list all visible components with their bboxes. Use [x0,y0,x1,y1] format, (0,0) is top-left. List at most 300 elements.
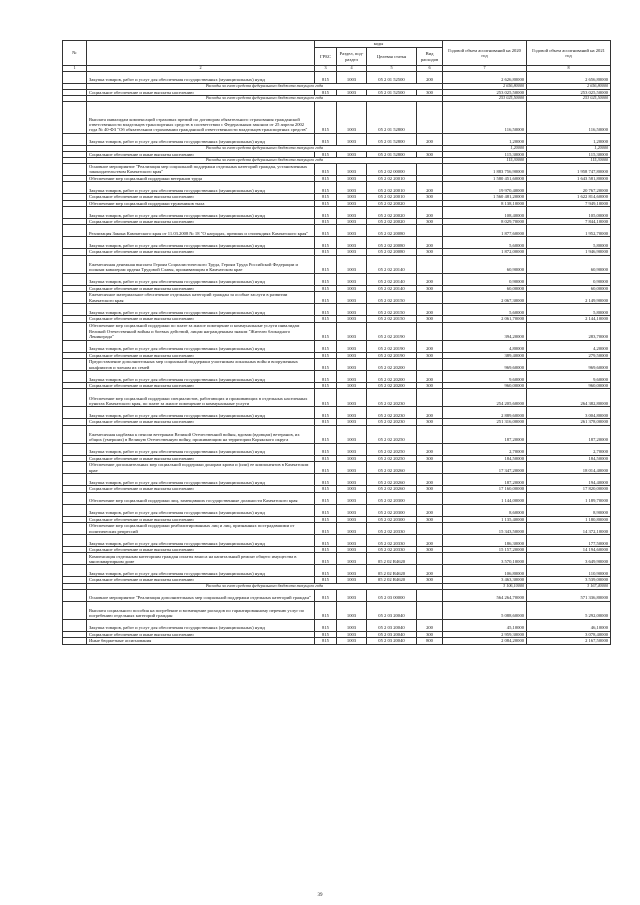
grbs-cell: 815 [315,255,337,273]
volume-2020-cell: 8,60000 [443,504,527,516]
volume-2020-cell: 969,60000 [443,359,527,371]
grbs-cell: 815 [315,249,337,255]
section-cell: 1003 [337,151,367,157]
header-volume-2021: Годовой объем ассигнований на 2021 год [527,41,611,66]
section-cell: 1003 [337,322,367,340]
volume-2020-cell: 2 656,80000 [443,83,527,89]
item-name-cell: Закупка товаров, работ и услуг для обеспечения государственных (муниципальных) нужд [87,304,315,316]
target-cell: 05 2 02 20260 [367,474,417,486]
volume-2020-cell: 2 061,70000 [443,316,527,322]
column-index: 7 [443,66,527,72]
grbs-cell: 815 [315,492,337,504]
volume-2021-cell: 283,70000 [527,322,611,340]
volume-2021-cell: 46,10000 [527,619,611,631]
row-number-cell [63,389,87,407]
volume-2021-cell: 1,20000 [527,133,611,145]
item-name-cell: Иные бюджетные ассигнования [87,638,315,644]
volume-2021-cell: 1 180,80000 [527,516,611,522]
volume-2021-cell: 187,20000 [527,425,611,443]
grbs-cell: 815 [315,547,337,553]
target-cell: 05 2 02 20010 [367,182,417,194]
target-cell: 05 2 02 20150 [367,316,417,322]
item-name-cell: Социальное обеспечение и иные выплаты населению [87,455,315,461]
exp-type-cell [417,425,443,443]
section-cell: 1003 [337,601,367,619]
grbs-cell: 815 [315,601,337,619]
section-cell: 1003 [337,443,367,455]
item-name-cell: Социальное обеспечение и иные выплаты населению [87,316,315,322]
exp-type-cell: 200 [417,371,443,383]
target-cell: 05 2 02 20250 [367,425,417,443]
column-index: 1 [63,66,87,72]
exp-type-cell: 200 [417,237,443,249]
grbs-cell: 815 [315,237,337,249]
section-cell: 1003 [337,407,367,419]
volume-2020-cell: 187,20000 [443,474,527,486]
volume-2020-cell: 1,20000 [443,145,527,151]
column-index: 2 [87,66,315,72]
section-cell: 1003 [337,504,367,516]
target-cell: 05 2 02 R4620 [367,565,417,577]
volume-2020-cell: 253 025,50000 [443,89,527,95]
item-name-cell: Обеспечение мер социальной поддержки лиц, замещавших государственные должности Камчатского края [87,492,315,504]
volume-2021-cell: 253 025,50000 [527,96,611,102]
volume-2021-cell: 5 292,00000 [527,601,611,619]
grbs-cell: 815 [315,359,337,371]
section-cell: 1003 [337,249,367,255]
column-index: 8 [527,66,611,72]
section-cell: 1003 [337,285,367,291]
section-cell: 1003 [337,255,367,273]
section-cell: 1003 [337,71,367,83]
exp-type-cell [417,389,443,407]
section-cell: 1003 [337,207,367,219]
target-cell: 05 2 01 52500 [367,89,417,95]
table-row [63,292,611,304]
volume-2020-cell: 184,50000 [443,455,527,461]
exp-type-cell: 200 [417,407,443,419]
row-number-cell [63,322,87,340]
target-cell: 05 2 03 20040 [367,638,417,644]
exp-type-cell: 200 [417,504,443,516]
target-cell: 05 2 02 20140 [367,285,417,291]
volume-2020-cell: 5 088,60000 [443,601,527,619]
item-name-cell: Обеспечение мер социальной поддержки ветеранов труда [87,175,315,181]
volume-2021-cell: 8,90000 [527,504,611,516]
table-row [63,443,611,455]
target-cell: 05 2 02 20140 [367,273,417,285]
volume-2020-cell: 8 029,70000 [443,219,527,225]
item-name-cell: Социальное обеспечение и иные выплаты населению [87,219,315,225]
volume-2020-cell: 4,80000 [443,340,527,352]
table-row [63,407,611,419]
exp-type-cell: 200 [417,340,443,352]
target-cell: 05 2 02 20330 [367,535,417,547]
exp-type-cell: 200 [417,273,443,285]
item-name-cell: Выплата инвалидам компенсаций страховых премий по договорам обязательного страхования гражданской ответственности владельцев транспортных средств в соответствии с Федеральным законом от 25 апреля 2002 года № 40-ФЗ "Об обязательном страховании гражданской ответственности владельцев транспортных средств" [87,101,315,133]
section-cell: 1003 [337,101,367,133]
volume-2021-cell: 9,60000 [527,371,611,383]
exp-type-cell: 200 [417,304,443,316]
row-number-cell [63,425,87,443]
volume-2021-cell: 2 149,90000 [527,292,611,304]
target-cell: 05 2 02 20200 [367,371,417,383]
volume-2021-cell: 4,20000 [527,340,611,352]
volume-2020-cell: 2,70000 [443,443,527,455]
exp-type-cell: 300 [417,151,443,157]
volume-2021-cell: 3 539,00000 [527,577,611,583]
budget-allocation-table [62,40,611,645]
exp-type-cell: 300 [417,516,443,522]
grbs-cell: 815 [315,207,337,219]
volume-2020-cell: 9,60000 [443,371,527,383]
volume-2021-cell: 253 025,50000 [527,89,611,95]
exp-type-cell [417,101,443,133]
exp-type-cell: 300 [417,89,443,95]
item-name-cell: Закупка товаров, работ и услуг для обеспечения государственных (муниципальных) нужд [87,371,315,383]
item-name-cell: Закупка товаров, работ и услуг для обеспечения государственных (муниципальных) нужд [87,407,315,419]
exp-type-cell [417,462,443,474]
volume-2021-cell: 2,70000 [527,443,611,455]
volume-2020-cell: 2 889,60000 [443,407,527,419]
volume-2020-cell: 1 580 451,60000 [443,175,527,181]
grbs-cell: 815 [315,383,337,389]
table-row [63,163,611,175]
volume-2020-cell: 115,30000 [443,158,527,164]
volume-2021-cell: 0,90000 [527,273,611,285]
volume-2021-cell: 261 378,00000 [527,419,611,425]
note-text: Расходы за счет средств федерального бюджета текущего года [87,83,443,89]
item-name-cell: Компенсация отдельным категориям граждан оплаты взноса на капитальный ремонт общего имущества в многоквартирном доме [87,553,315,565]
grbs-cell: 815 [315,316,337,322]
item-name-cell: Социальное обеспечение и иные выплаты населению [87,194,315,200]
section-cell: 1003 [337,553,367,565]
row-number-cell [63,504,87,516]
item-name-cell: Закупка товаров, работ и услуг для обеспечения государственных (муниципальных) нужд [87,237,315,249]
volume-2021-cell: 194,40000 [527,474,611,486]
item-name-cell: Социальное обеспечение и иные выплаты населению [87,383,315,389]
volume-2020-cell: 5,60000 [443,237,527,249]
volume-2021-cell: 1 622 814,60000 [527,194,611,200]
grbs-cell: 815 [315,322,337,340]
volume-2021-cell: 3 167,40000 [527,583,611,589]
table-row [63,523,611,535]
grbs-cell: 815 [315,407,337,419]
row-number-cell [63,619,87,631]
table-row [63,225,611,237]
volume-2020-cell: 3 570,10000 [443,553,527,565]
item-name-cell: Выплата социального пособия на погребение и возмещение расходов по гарантированному перечню услуг по погребению отдельных категорий граждан [87,601,315,619]
volume-2021-cell: 14 194,60000 [527,547,611,553]
item-name-cell: Закупка товаров, работ и услуг для обеспечения государственных (муниципальных) нужд [87,340,315,352]
volume-2020-cell: 15 343,50000 [443,523,527,535]
section-cell: 1003 [337,200,367,206]
grbs-cell: 815 [315,589,337,601]
target-cell: 05 2 02 20140 [367,255,417,273]
volume-2020-cell: 8 138,10000 [443,200,527,206]
section-cell: 1003 [337,547,367,553]
volume-2021-cell: 1,20000 [527,145,611,151]
table-row [63,601,611,619]
item-name-cell: Закупка товаров, работ и услуг для обеспечения государственных (муниципальных) нужд [87,535,315,547]
table-row [63,207,611,219]
header-name [87,41,315,66]
target-cell: 05 2 02 20080 [367,249,417,255]
volume-2021-cell: 1 643 581,80000 [527,175,611,181]
volume-2021-cell: 115,30000 [527,158,611,164]
target-cell: 05 2 02 20250 [367,443,417,455]
row-number-cell [63,492,87,504]
table-row [63,273,611,285]
volume-2021-cell: 3 078,40000 [527,631,611,637]
table-row [63,474,611,486]
section-cell: 1003 [337,462,367,474]
row-number-cell [63,359,87,371]
exp-type-cell [417,163,443,175]
section-cell: 1003 [337,389,367,407]
target-cell: 05 2 02 20020 [367,200,417,206]
row-number-cell [63,255,87,273]
grbs-cell: 815 [315,638,337,644]
target-cell: 05 2 02 20190 [367,352,417,358]
volume-2020-cell: 115,30000 [443,151,527,157]
section-cell: 1003 [337,631,367,637]
volume-2021-cell: 2 656,80000 [527,83,611,89]
grbs-cell: 815 [315,535,337,547]
table-row [63,535,611,547]
table-row [63,371,611,383]
volume-2020-cell: 253 025,50000 [443,96,527,102]
target-cell: 05 2 02 20150 [367,292,417,304]
volume-2020-cell: 0,90000 [443,273,527,285]
section-cell: 1003 [337,492,367,504]
target-cell: 05 2 02 20330 [367,523,417,535]
table-row [63,589,611,601]
row-number-cell [63,273,87,285]
target-cell: 05 2 03 00000 [367,589,417,601]
section-cell: 1003 [337,589,367,601]
grbs-cell: 815 [315,182,337,194]
grbs-cell: 815 [315,474,337,486]
volume-2021-cell: 14 372,10000 [527,523,611,535]
volume-2020-cell: 564 264,70000 [443,589,527,601]
item-name-cell: Закупка товаров, работ и услуг для обеспечения государственных (муниципальных) нужд [87,207,315,219]
table-row [63,504,611,516]
exp-type-cell: 200 [417,207,443,219]
grbs-cell: 815 [315,101,337,133]
target-cell: 05 2 01 52500 [367,71,417,83]
target-cell: 05 2 02 20230 [367,407,417,419]
row-number-cell [63,292,87,304]
section-cell: 1003 [337,133,367,145]
volume-2020-cell: 389,40000 [443,352,527,358]
row-number-cell [63,225,87,237]
exp-type-cell: 200 [417,474,443,486]
item-name-cell: Социальное обеспечение и иные выплаты населению [87,631,315,637]
item-name-cell: Основное мероприятие "Реализация дополнительных мер социальной поддержки отдельных категорий граждан" [87,589,315,601]
exp-type-cell: 300 [417,455,443,461]
grbs-cell: 815 [315,133,337,145]
volume-2020-cell: 17 160,00000 [443,486,527,492]
section-cell: 1003 [337,419,367,425]
row-number-cell [63,304,87,316]
exp-type-cell: 200 [417,182,443,194]
volume-2020-cell: 108,40000 [443,207,527,219]
volume-2020-cell: 45,10000 [443,619,527,631]
target-cell: 05 2 02 20260 [367,462,417,474]
section-cell: 1003 [337,175,367,181]
volume-2021-cell: 2 656,80000 [527,71,611,83]
header-section: Раздел, под-раздел [337,48,367,66]
volume-2021-cell: 1 952,70000 [527,225,611,237]
grbs-cell: 815 [315,443,337,455]
volume-2021-cell: 3 649,90000 [527,553,611,565]
page-number: 39 [317,893,323,898]
row-number-cell [63,207,87,219]
target-cell: 05 2 02 20250 [367,455,417,461]
section-cell: 1003 [337,486,367,492]
section-cell: 1003 [337,237,367,249]
note-text: Расходы за счет средств федерального бюджета текущего года [87,583,443,589]
target-cell: 05 2 02 20080 [367,237,417,249]
row-number-cell [63,163,87,175]
item-name-cell: Социальное обеспечение и иные выплаты населению [87,89,315,95]
volume-2020-cell: 394,20000 [443,322,527,340]
volume-2021-cell: 7 844,10000 [527,219,611,225]
section-cell: 1003 [337,163,367,175]
item-name-cell: Социальное обеспечение и иные выплаты населению [87,516,315,522]
row-number-cell [63,133,87,145]
target-cell: 05 2 02 R4620 [367,553,417,565]
volume-2020-cell: 254 205,60000 [443,389,527,407]
item-name-cell: Закупка товаров, работ и услуг для обеспечения государственных (муниципальных) нужд [87,71,315,83]
exp-type-cell: 200 [417,619,443,631]
table-row [63,462,611,474]
grbs-cell: 815 [315,340,337,352]
row-number-cell [63,565,87,577]
exp-type-cell [417,553,443,565]
grbs-cell: 815 [315,553,337,565]
volume-2020-cell: 60,90000 [443,255,527,273]
section-cell: 1003 [337,352,367,358]
volume-2020-cell: 1 883 756,90000 [443,163,527,175]
table-row [63,237,611,249]
target-cell: 05 2 02 20190 [367,340,417,352]
table-row [63,101,611,133]
exp-type-cell: 200 [417,535,443,547]
volume-2021-cell: 571 336,80000 [527,589,611,601]
table-row [63,553,611,565]
exp-type-cell: 300 [417,219,443,225]
section-cell: 1003 [337,273,367,285]
exp-type-cell: 200 [417,443,443,455]
item-name-cell: Обеспечение дополнительных мер социальной поддержки донорам крови и (или) ее компонентов в Камчатском крае [87,462,315,474]
exp-type-cell [417,589,443,601]
item-name-cell: Ежемесячное материальное обеспечение отдельных категорий граждан за особые заслуги в развитии Камчатского края [87,292,315,304]
volume-2021-cell: 2 144,10000 [527,316,611,322]
target-cell: 05 2 02 20300 [367,492,417,504]
volume-2020-cell: 251 316,00000 [443,419,527,425]
item-name-cell: Реализация Закона Камчатского края от 11.03.2008 № 18 "О наградах, премиях и стипендиях Камчатского края" [87,225,315,237]
volume-2020-cell: 1,20000 [443,133,527,145]
section-cell: 1003 [337,225,367,237]
table-row [63,565,611,577]
volume-2020-cell: 17 347,20000 [443,462,527,474]
volume-2021-cell: 20 767,20000 [527,182,611,194]
volume-2021-cell: 2 167,50000 [527,638,611,644]
grbs-cell: 815 [315,486,337,492]
table-row [63,638,611,644]
row-number-cell [63,589,87,601]
header-grbs: ГРБС [315,48,337,66]
volume-2020-cell: 1 872,00000 [443,249,527,255]
budget-table-sheet [62,40,610,645]
column-index: 5 [367,66,417,72]
item-name-cell: Обеспечение мер социальной поддержки реабилитированных лиц и лиц, признанных пострадавшими от политических репрессий [87,523,315,535]
grbs-cell: 815 [315,371,337,383]
volume-2020-cell: 2 084,20000 [443,638,527,644]
grbs-cell: 815 [315,504,337,516]
grbs-cell: 815 [315,194,337,200]
volume-2020-cell: 2 067,30000 [443,292,527,304]
table-row [63,71,611,83]
row-number-cell [63,535,87,547]
table-body [63,71,611,644]
target-cell: 05 2 02 20200 [367,359,417,371]
section-cell: 1003 [337,371,367,383]
table-row [63,359,611,371]
header-exp-type: Вид расходов [417,48,443,66]
table-row [63,425,611,443]
target-cell: 05 2 02 20020 [367,219,417,225]
volume-2020-cell: 3 106,10000 [443,583,527,589]
volume-2021-cell: 18 014,40000 [527,462,611,474]
exp-type-cell [417,523,443,535]
section-cell: 1003 [337,565,367,577]
target-cell: 05 2 02 20010 [367,175,417,181]
item-name-cell: Социальное обеспечение и иные выплаты населению [87,151,315,157]
target-cell: 05 2 02 20260 [367,486,417,492]
volume-2020-cell: 1 135,40000 [443,516,527,522]
volume-2020-cell: 1 877,60000 [443,225,527,237]
exp-type-cell [417,322,443,340]
section-cell: 1003 [337,340,367,352]
item-name-cell: Социальное обеспечение и иные выплаты населению [87,285,315,291]
volume-2020-cell: 186,30000 [443,535,527,547]
section-cell: 1003 [337,619,367,631]
volume-2020-cell: 15 157,20000 [443,547,527,553]
exp-type-cell: 300 [417,547,443,553]
volume-2020-cell: 1 560 481,20000 [443,194,527,200]
grbs-cell: 815 [315,565,337,577]
volume-2021-cell: 110,90000 [527,565,611,577]
target-cell: 05 2 02 20300 [367,516,417,522]
item-name-cell: Закупка товаров, работ и услуг для обеспечения государственных (муниципальных) нужд [87,133,315,145]
grbs-cell: 815 [315,419,337,425]
exp-type-cell: 300 [417,249,443,255]
grbs-cell: 815 [315,523,337,535]
volume-2021-cell: 5,80000 [527,304,611,316]
item-name-cell: Закупка товаров, работ и услуг для обеспечения государственных (муниципальных) нужд [87,565,315,577]
header-target: Целевая статья [367,48,417,66]
item-name-cell: Закупка товаров, работ и услуг для обеспечения государственных (муниципальных) нужд [87,619,315,631]
volume-2020-cell: 1 144,00000 [443,492,527,504]
exp-type-cell: 200 [417,565,443,577]
volume-2021-cell: 60,00000 [527,285,611,291]
volume-2021-cell: 960,00000 [527,383,611,389]
grbs-cell: 815 [315,273,337,285]
target-cell: 05 2 02 20010 [367,194,417,200]
